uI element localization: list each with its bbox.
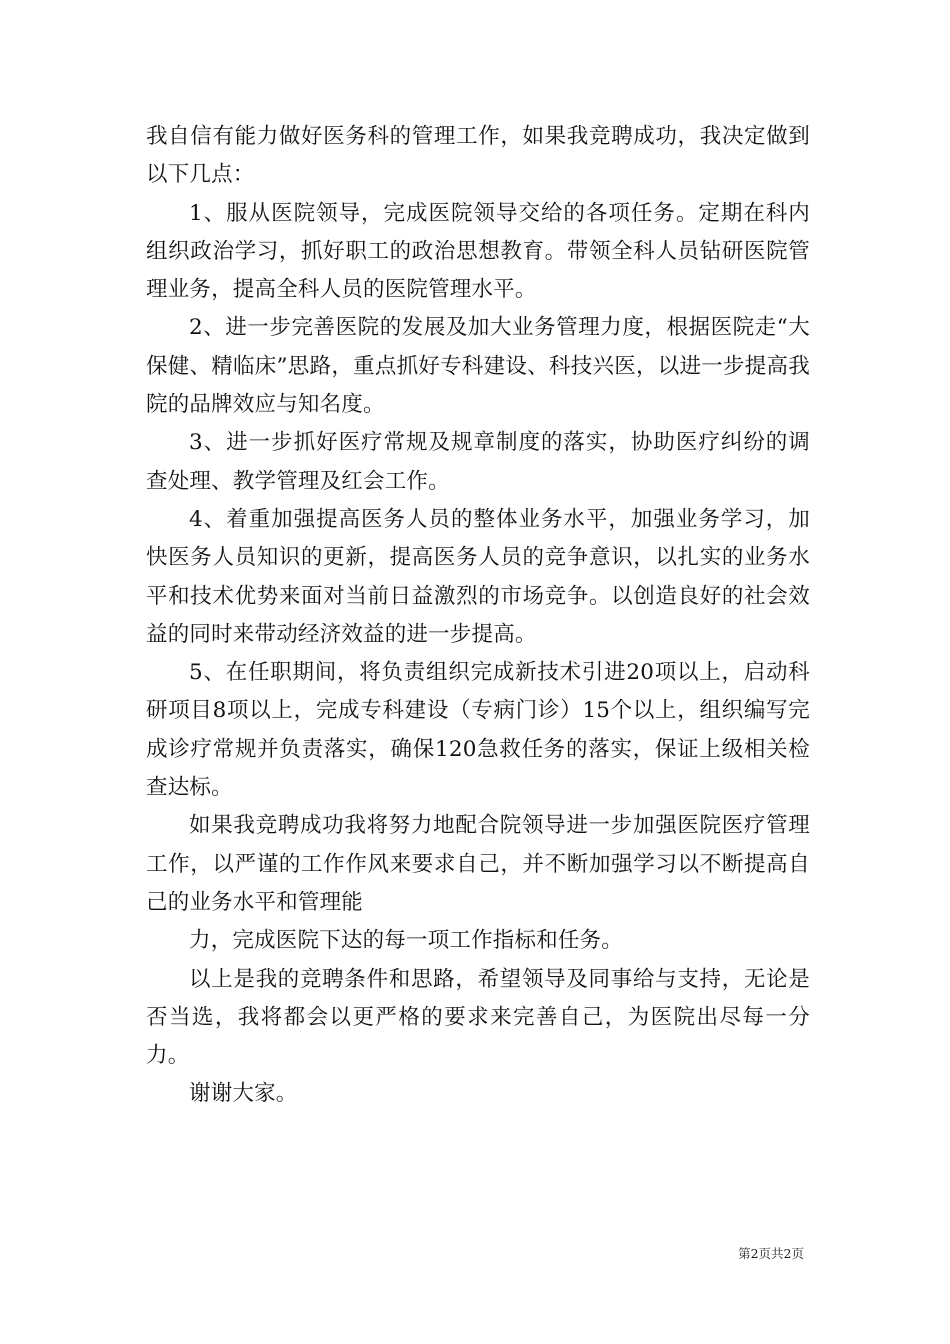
- paragraph-item-3: 3、进一步抓好医疗常规及规章制度的落实，协助医疗纠纷的调查处理、教学管理及红会工作。: [146, 430, 810, 494]
- document-body: [146, 118, 810, 1114]
- paragraph-closing: 以上是我的竞聘条件和思路，希望领导及同事给与支持，无论是否当选，我将都会以更严格的要求来完善自己，为医院出尽每一分力。: [146, 966, 810, 1069]
- paragraph-item-4: 4、着重加强提高医务人员的整体业务水平，加强业务学习，加快医务人员知识的更新，提高医务人员的竞争意识，以扎实的业务水平和技术优势来面对当前日益激烈的市场竞争。以创造良好的社会效益的同时来带动经济效益的进一步提高。: [146, 506, 810, 647]
- page-number: 第2页共2页: [738, 1246, 804, 1261]
- paragraph-item-1: 1、服从医院领导，完成医院领导交给的各项任务。定期在科内组织政治学习，抓好职工的政治思想教育。带领全科人员钻研医院管理业务，提高全科人员的医院管理水平。: [146, 200, 810, 303]
- paragraph-commitment-continued: 力，完成医院下达的每一项工作指标和任务。: [189, 928, 624, 954]
- paragraph-item-2: 2、进一步完善医院的发展及加大业务管理力度，根据医院走“大保健、精临床”思路，重点抓好专科建设、科技兴医，以进一步提高我院的品牌效应与知名度。: [146, 315, 810, 418]
- paragraph-item-5: 5、在任职期间，将负责组织完成新技术引进20项以上，启动科研项目8项以上，完成专科建设（专病门诊）15个以上，组织编写完成诊疗常规并负责落实，确保120急救任务的落实，保证上级相关检查达标。: [146, 660, 810, 801]
- paragraph-commitment: 如果我竞聘成功我将努力地配合院领导进一步加强医院医疗管理工作，以严谨的工作作风来要求自己，并不断加强学习以不断提高自己的业务水平和管理能: [146, 813, 810, 915]
- paragraph-intro: 我自信有能力做好医务科的管理工作，如果我竞聘成功，我决定做到以下几点：: [146, 124, 810, 188]
- paragraph-thanks: 谢谢大家。: [189, 1081, 298, 1107]
